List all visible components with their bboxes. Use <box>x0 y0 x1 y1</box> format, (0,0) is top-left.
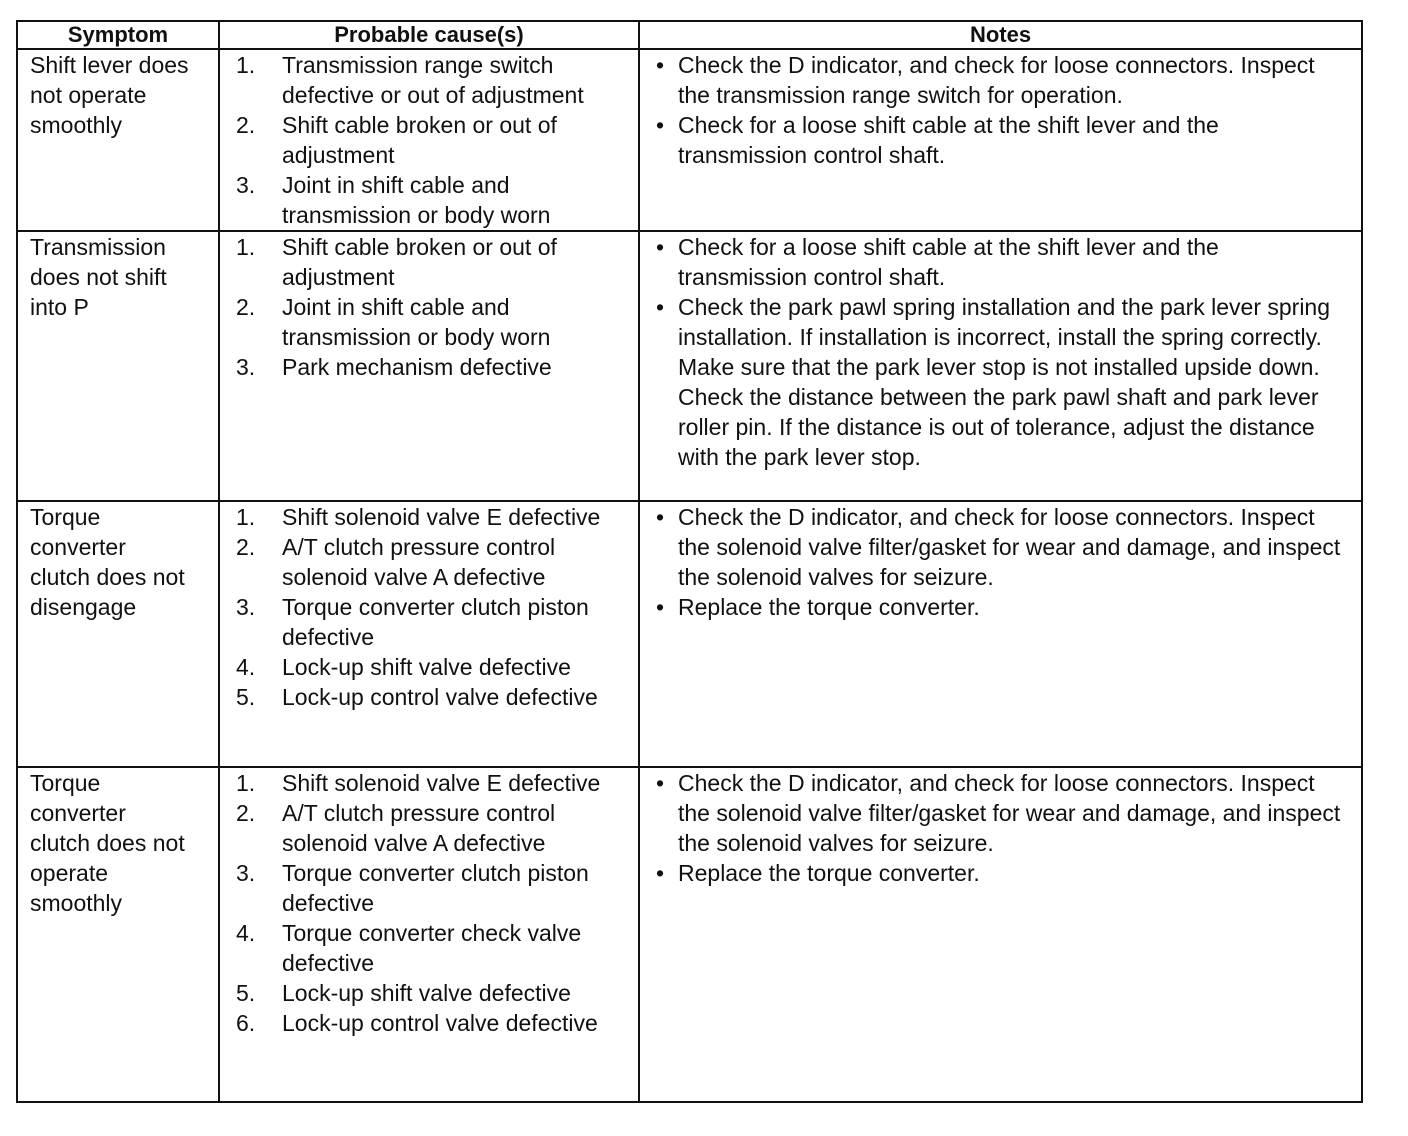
cause-text: Torque converter clutch piston defective <box>282 594 589 650</box>
symptom-cell <box>17 49 219 231</box>
cause-number: 2. <box>236 294 256 320</box>
cause-item <box>230 50 630 110</box>
cause-item <box>230 768 630 798</box>
bullet-icon: • <box>656 52 665 78</box>
notes-list <box>656 502 1353 622</box>
table-row <box>17 501 1362 767</box>
note-text: Check the D indicator, and check for loose connectors. Inspect the solenoid valve filter/gasket for wear and damage, and inspect the solenoid valves for seizure. <box>678 504 1341 590</box>
notes-list <box>656 50 1353 170</box>
cause-item <box>230 1008 630 1038</box>
cause-number: 3. <box>236 860 256 886</box>
cause-item <box>230 532 630 592</box>
symptom-cell <box>17 501 219 767</box>
cause-text: A/T clutch pressure control solenoid valve A defective <box>282 800 556 856</box>
note-item <box>656 768 1353 858</box>
cause-number: 3. <box>236 354 256 380</box>
cause-text: Lock-up control valve defective <box>282 1010 598 1036</box>
cause-text: Lock-up control valve defective <box>282 684 598 710</box>
note-text: Check the D indicator, and check for loose connectors. Inspect the solenoid valve filter/gasket for wear and damage, and inspect the solenoid valves for seizure. <box>678 770 1341 856</box>
note-text: Check for a loose shift cable at the shift lever and the transmission control shaft. <box>678 234 1219 290</box>
column-header-notes: Notes <box>639 21 1362 49</box>
cause-number: 4. <box>236 920 256 946</box>
table-body <box>17 49 1362 1102</box>
bullet-icon: • <box>656 294 665 320</box>
cause-text: Shift solenoid valve E defective <box>282 770 601 796</box>
causes-cell <box>219 501 639 767</box>
cause-text: Shift cable broken or out of adjustment <box>282 112 557 168</box>
notes-cell <box>639 49 1362 231</box>
cause-number: 2. <box>236 800 256 826</box>
cause-item <box>230 918 630 978</box>
cause-number: 5. <box>236 980 256 1006</box>
causes-list <box>230 50 630 230</box>
causes-cell <box>219 767 639 1102</box>
column-header-symptom: Symptom <box>17 21 219 49</box>
note-text: Replace the torque converter. <box>678 860 980 886</box>
cause-item <box>230 592 630 652</box>
cause-text: Shift solenoid valve E defective <box>282 504 601 530</box>
cause-number: 3. <box>236 594 256 620</box>
notes-list <box>656 768 1353 888</box>
note-item <box>656 232 1353 292</box>
cause-text: Shift cable broken or out of adjustment <box>282 234 557 290</box>
cause-number: 2. <box>236 112 256 138</box>
causes-list <box>230 232 630 382</box>
note-item <box>656 502 1353 592</box>
note-text: Check the park pawl spring installation and the park lever spring installation. If installation is incorrect, install the spring correctly. Make sure that the park lever stop is not installed upside down. Check the distance between the park pawl shaft and park lever roller pin. If the distance is out of tolerance, adjust the distance with the park lever stop. <box>678 294 1331 470</box>
cause-number: 6. <box>236 1010 256 1036</box>
table-row <box>17 49 1362 231</box>
causes-list <box>230 768 630 1038</box>
note-text: Replace the torque converter. <box>678 594 980 620</box>
cause-text: Torque converter check valve defective <box>282 920 582 976</box>
note-item <box>656 110 1353 170</box>
bullet-icon: • <box>656 770 665 796</box>
bullet-icon: • <box>656 504 665 530</box>
table-header-row <box>17 21 1362 49</box>
note-item <box>656 292 1353 472</box>
note-text: Check the D indicator, and check for loose connectors. Inspect the transmission range switch for operation. <box>678 52 1315 108</box>
cause-text: Joint in shift cable and transmission or body worn <box>282 172 551 228</box>
cause-number: 1. <box>236 770 256 796</box>
cause-number: 5. <box>236 684 256 710</box>
symptom-cell <box>17 767 219 1102</box>
column-header-causes: Probable cause(s) <box>219 21 639 49</box>
cause-text: A/T clutch pressure control solenoid valve A defective <box>282 534 556 590</box>
note-item <box>656 592 1353 622</box>
cause-number: 3. <box>236 172 256 198</box>
cause-item <box>230 170 630 230</box>
symptom-text: Transmission does not shift into P <box>30 234 167 320</box>
cause-text: Joint in shift cable and transmission or body worn <box>282 294 551 350</box>
note-item <box>656 858 1353 888</box>
causes-list <box>230 502 630 712</box>
bullet-icon: • <box>656 234 665 260</box>
cause-text: Transmission range switch defective or out of adjustment <box>282 52 584 108</box>
notes-cell <box>639 231 1362 501</box>
cause-text: Park mechanism defective <box>282 354 552 380</box>
cause-item <box>230 292 630 352</box>
cause-number: 4. <box>236 654 256 680</box>
troubleshooting-table-container <box>16 20 1361 1103</box>
cause-item <box>230 978 630 1008</box>
cause-text: Lock-up shift valve defective <box>282 980 571 1006</box>
cause-item <box>230 352 630 382</box>
cause-item <box>230 502 630 532</box>
symptom-text: Shift lever does not operate smoothly <box>30 52 189 138</box>
cause-item <box>230 110 630 170</box>
causes-cell <box>219 49 639 231</box>
bullet-icon: • <box>656 594 665 620</box>
symptom-cell <box>17 231 219 501</box>
cause-number: 1. <box>236 52 256 78</box>
cause-number: 1. <box>236 234 256 260</box>
table-row <box>17 231 1362 501</box>
cause-number: 2. <box>236 534 256 560</box>
cause-item <box>230 858 630 918</box>
symptom-text: Torque converter clutch does not operate smoothly <box>30 770 185 916</box>
bullet-icon: • <box>656 860 665 886</box>
bullet-icon: • <box>656 112 665 138</box>
troubleshooting-table <box>16 20 1363 1103</box>
notes-cell <box>639 501 1362 767</box>
cause-text: Torque converter clutch piston defective <box>282 860 589 916</box>
cause-item <box>230 652 630 682</box>
table-row <box>17 767 1362 1102</box>
notes-list <box>656 232 1353 472</box>
cause-text: Lock-up shift valve defective <box>282 654 571 680</box>
notes-cell <box>639 767 1362 1102</box>
cause-item <box>230 232 630 292</box>
cause-item <box>230 682 630 712</box>
symptom-text: Torque converter clutch does not disengage <box>30 504 185 620</box>
note-item <box>656 50 1353 110</box>
note-text: Check for a loose shift cable at the shift lever and the transmission control shaft. <box>678 112 1219 168</box>
causes-cell <box>219 231 639 501</box>
cause-item <box>230 798 630 858</box>
cause-number: 1. <box>236 504 256 530</box>
